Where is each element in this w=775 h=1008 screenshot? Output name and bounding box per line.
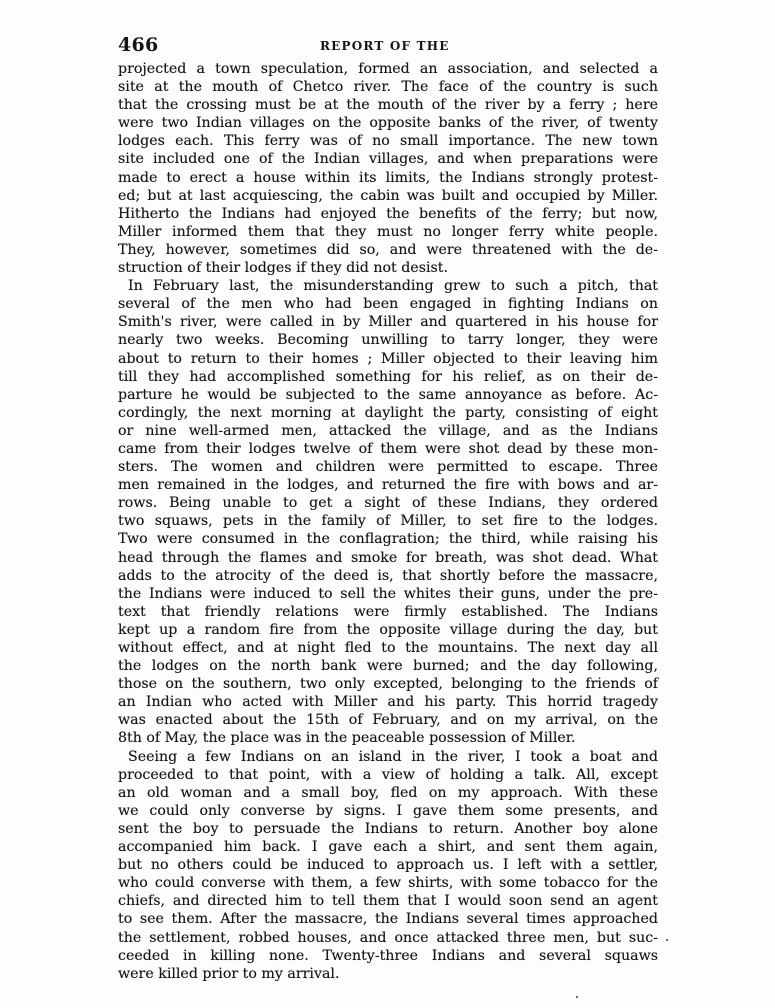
text-line: text that friendly relations were firmly established. The Indians [118, 603, 658, 620]
body-text [118, 60, 658, 983]
text-line: In February last, the misunderstanding grew to such a pitch, that [128, 278, 658, 295]
text-line: came from their lodges twelve of them were shot dead by these mon- [118, 440, 658, 457]
text-line: an old woman and a small boy, fled on my approach. With these [118, 784, 658, 801]
page-header [118, 34, 658, 56]
text-line: Miller informed them that they must no longer ferry white people. [118, 223, 658, 240]
paragraph [118, 60, 658, 277]
text-line: Hitherto the Indians had enjoyed the benefits of the ferry; but now, [118, 205, 658, 222]
text-line: several of the men who had been engaged in fighting Indians on [118, 296, 658, 313]
paragraph [118, 277, 658, 747]
text-line: sters. The women and children were permitted to escape. Three [118, 459, 658, 476]
text-line: an Indian who acted with Miller and his party. This horrid tragedy [118, 694, 658, 711]
text-line: sent the boy to persuade the Indians to return. Another boy alone [118, 820, 658, 837]
text-line: two squaws, pets in the family of Miller, to set fire to the lodges. [118, 513, 658, 530]
print-speck [576, 996, 578, 998]
text-line: proceeded to that point, with a view of holding a talk. All, except [118, 766, 658, 783]
text-line: without effect, and at night fled to the mountains. The next day all [118, 640, 658, 656]
page-number: 466 [118, 34, 159, 56]
text-line: struction of their lodges if they did not desist. [118, 260, 449, 277]
text-line: cordingly, the next morning at daylight the party, consisting of eight [118, 404, 658, 421]
text-line: the Indians were induced to sell the whites their guns, under the pre- [118, 585, 658, 602]
text-line: nearly two weeks. Becoming unwilling to tarry longer, they were [118, 332, 658, 349]
text-line: Two were consumed in the conflagration; the third, while raising his [118, 531, 658, 548]
paragraph [118, 748, 658, 983]
running-head: REPORT OF THE [320, 39, 450, 53]
text-line: site at the mouth of Chetco river. The face of the country is such [118, 79, 658, 96]
text-line: were two Indian villages on the opposite banks of the river, of twenty [118, 115, 658, 132]
text-line: adds to the atrocity of the deed is, that shortly before the massacre, [118, 567, 658, 584]
text-line: head through the flames and smoke for breath, was shot dead. What [118, 549, 658, 566]
text-line: lodges each. This ferry was of no small importance. The new town [118, 133, 658, 150]
text-line: kept up a random fire from the opposite village during the day, but [118, 621, 658, 638]
text-line: but no others could be induced to approach us. I left with a settler, [118, 857, 658, 874]
text-line: rows. Being unable to get a sight of these Indians, they ordered [118, 495, 658, 512]
text-line: that the crossing must be at the mouth of the river by a ferry ; here [118, 97, 658, 114]
text-line: the settlement, robbed houses, and once attacked three men, but suc- [118, 929, 658, 946]
text-line: was enacted about the 15th of February, and on my arrival, on the [118, 712, 658, 729]
text-line: or nine well-armed men, attacked the village, and as the Indians [118, 422, 658, 439]
text-line: to see them. After the massacre, the Indians several times approached [118, 911, 658, 928]
text-line: Seeing a few Indians on an island in the river, I took a boat and [128, 748, 658, 765]
text-line: about to return to their homes ; Miller objected to their leaving him [118, 350, 658, 367]
text-line: the lodges on the north bank were burned; and the day following, [118, 658, 658, 675]
text-line: men remained in the lodges, and returned the fire with bows and ar- [118, 477, 658, 494]
text-line: till they had accomplished something for his relief, as on their de- [118, 368, 658, 385]
text-line: 8th of May, the place was in the peaceable possession of Miller. [118, 730, 576, 747]
text-line: accompanied him back. I gave each a shirt, and sent them again, [118, 839, 658, 856]
text-line: were killed prior to my arrival. [118, 965, 340, 982]
text-line: ed; but at last acquiescing, the cabin was built and occupied by Miller. [118, 187, 658, 204]
print-speck [666, 939, 668, 941]
text-line: ceeded in killing none. Twenty-three Indians and several squaws [118, 947, 658, 964]
text-line: projected a town speculation, formed an association, and selected a [118, 61, 658, 77]
text-line: Smith's river, were called in by Miller and quartered in his house for [118, 314, 658, 331]
text-line: parture he would be subjected to the same annoyance as before. Ac- [118, 386, 658, 403]
text-line: we could only converse by signs. I gave them some presents, and [118, 802, 658, 819]
text-line: who could converse with them, a few shirts, with some tobacco for the [118, 875, 658, 892]
text-line: chiefs, and directed him to tell them that I would soon send an agent [118, 893, 658, 910]
text-line: those on the southern, two only excepted, belonging to the friends of [118, 676, 658, 693]
text-line: They, however, sometimes did so, and were threatened with the de- [118, 241, 658, 258]
text-line: site included one of the Indian villages, and when preparations were [118, 151, 658, 168]
text-line: made to erect a house within its limits, the Indians strongly protest- [118, 169, 658, 186]
